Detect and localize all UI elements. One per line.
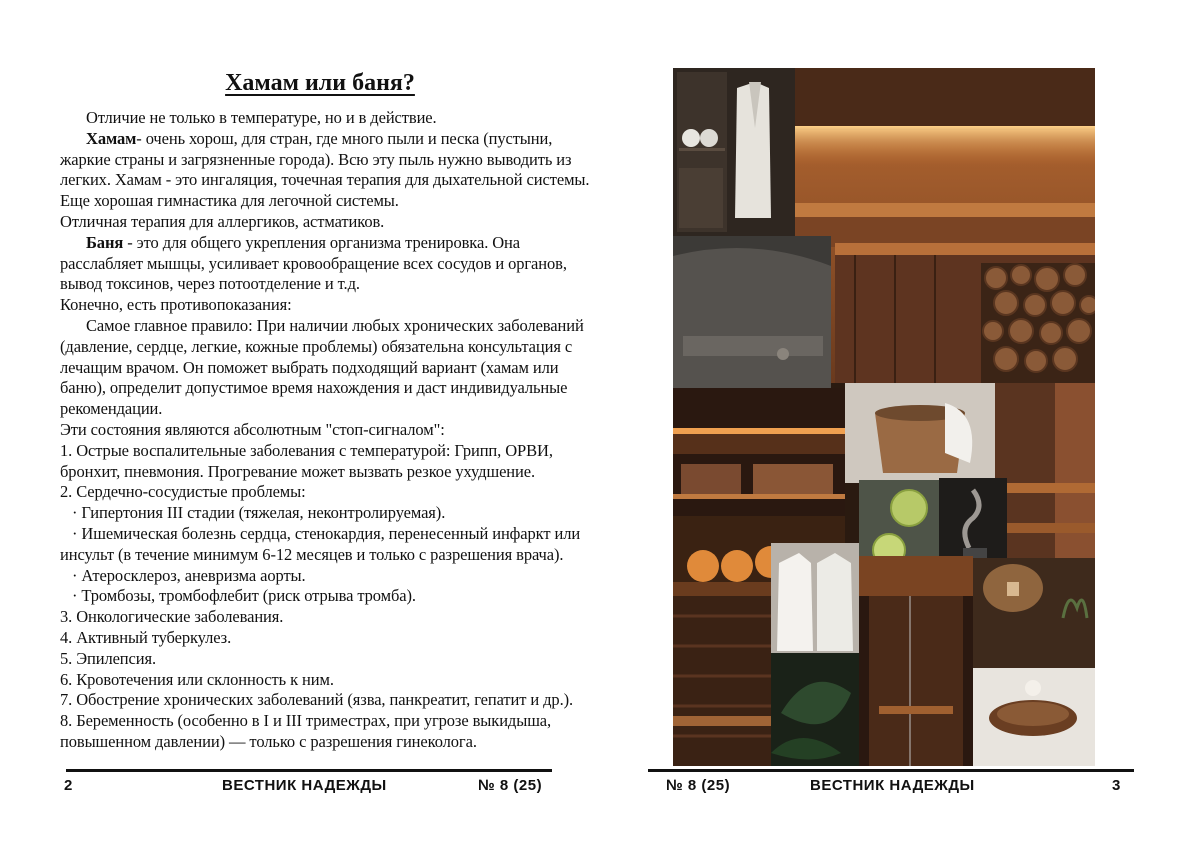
- list-item: 7. Обострение хронических заболеваний (язва, панкреатит, гепатит и др.).: [60, 690, 574, 710]
- article-paragraph: Отличная терапия для аллергиков, астматиков.: [60, 211, 385, 231]
- article-paragraph: Хамам- очень хорош, для стран, где много пыли и песка (пустыни, жаркие страны и загрязненные города). Всю эту пыль нужно выводить из легких. Хамам - это ингаляция, точечная терапия для дыхательной системы.: [60, 128, 590, 190]
- article-body: [60, 108, 600, 753]
- list-item: 5. Эпилепсия.: [60, 648, 157, 668]
- sub-list-item: · Гипертония III стадии (тяжелая, неконтролируемая).: [72, 503, 446, 523]
- article-paragraph: Еще хорошая гимнастика для легочной системы.: [60, 191, 399, 211]
- list-item: 3. Онкологические заболевания.: [60, 607, 284, 627]
- wall-lamp-photo: [973, 558, 1095, 668]
- page-number: 2: [64, 777, 73, 794]
- sub-list-item: · Тромбозы, тромбофлебит (риск отрыва тромба).: [72, 586, 416, 606]
- sauna-collage: [673, 68, 1095, 766]
- spa-bowl-photo: [973, 668, 1095, 766]
- firewood-logs-photo: [981, 263, 1095, 383]
- article-paragraph: Баня - это для общего укрепления организма тренировка. Она расслабляет мышцы, усиливает кровообращение всех сосудов и органов, вывод токсинов, через потоотделение и т.д.: [60, 232, 567, 294]
- article-title: Хамам или баня?: [225, 70, 415, 96]
- article-paragraph: Эти состояния являются абсолютным "стоп-сигналом":: [60, 419, 445, 439]
- monstera-leaves-photo: [771, 653, 859, 766]
- towel-shelves-photo: [673, 388, 845, 516]
- list-item: 1. Острые воспалительные заболевания с температурой: Грипп, ОРВИ, бронхит, пневмония. Прогревание может вызвать резкое ухудшение.: [60, 440, 553, 481]
- dark-bench-photo: [673, 596, 771, 766]
- issue-number: № 8 (25): [478, 777, 543, 794]
- list-item: 8. Беременность (особенно в I и III триместрах, при угрозе выкидыша, повышенном давлении) — только с разрешения гинеколога.: [60, 711, 552, 751]
- sub-list-item: · Ишемическая болезнь сердца, стенокардия, перенесенный инфаркт или инсульт (в течение минимум 6-12 месяцев и только с разрешения врача).: [60, 523, 581, 564]
- list-item: 4. Активный туберкулез.: [60, 627, 232, 647]
- article-paragraph: Отличие не только в температуре, но и в действие.: [86, 108, 437, 127]
- list-item: 6. Кровотечения или склонность к ним.: [60, 669, 334, 689]
- robe-cabinet-photo: [673, 68, 795, 236]
- footer-rule: [66, 769, 552, 772]
- footer-rule: [648, 769, 1134, 772]
- issue-number: № 8 (25): [666, 777, 731, 794]
- sauna-corner-photo: [995, 383, 1095, 558]
- glass-door-sauna-photo: [859, 556, 973, 766]
- article-paragraph: Конечно, есть противопоказания:: [60, 295, 292, 315]
- magazine-name: ВЕСТНИК НАДЕЖДЫ: [222, 777, 387, 794]
- list-item: 2. Сердечно-сосудистые проблемы:: [60, 482, 306, 502]
- magazine-name: ВЕСТНИК НАДЕЖДЫ: [810, 777, 975, 794]
- article-paragraph: Самое главное правило: При наличии любых хронических заболеваний (давление, сердце, легкие, кожные проблемы) обязательна консультация с лечащим врачом. Он поможет выбрать подходящий вариант (хамам или баню), определит допустимое время нахождения и даст индивидуальные рекомендации.: [60, 315, 584, 419]
- white-robes-photo: [771, 543, 859, 653]
- sub-list-item: · Атеросклероз, аневризма аорты.: [72, 565, 306, 585]
- page-number: 3: [1112, 777, 1121, 794]
- hammam-stone-photo: [673, 236, 831, 388]
- wooden-bucket-photo: [845, 383, 995, 483]
